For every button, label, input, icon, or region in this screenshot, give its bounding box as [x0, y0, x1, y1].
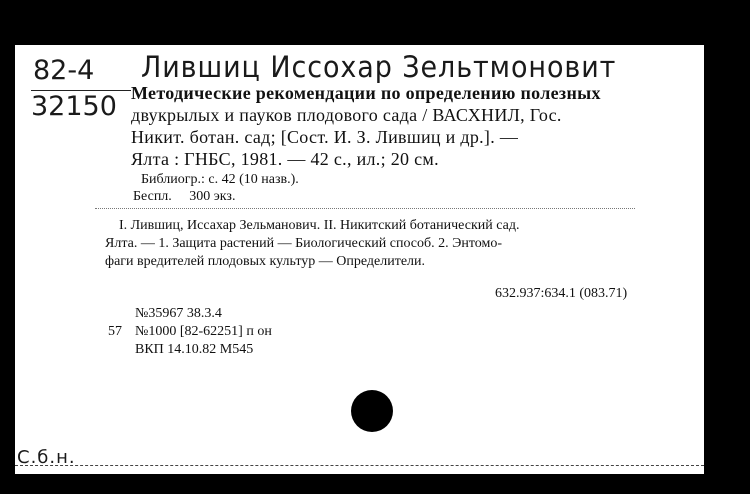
tracing-line-3: фаги вредителей плодовых культур — Определители. [105, 254, 426, 269]
punch-hole [351, 390, 393, 432]
dotted-separator [95, 208, 635, 209]
description-line-4: Ялта : ГНБС, 1981. — 42 с., ил.; 20 см. [131, 149, 439, 169]
registration-line-1: №35967 38.3.4 [135, 306, 222, 321]
catalog-card [15, 45, 704, 474]
handwritten-author: Лившиц Иссохар Зельтмоновит [141, 50, 617, 84]
shelfmark-top: 82-4 [33, 55, 95, 86]
classification-code: 632.937:634.1 (083.71) [495, 286, 628, 301]
tracing-line-2: Ялта. — 1. Защита растений — Биологический способ. 2. Энтомо- [105, 236, 503, 251]
title-line: Методические рекомендации по определению полезных [131, 83, 601, 103]
description-line-3: Никит. ботан. сад; [Сост. И. З. Лившиц и др.]. — [131, 127, 519, 147]
corner-mark: С.б.н. [17, 447, 76, 468]
registration-line-3: ВКП 14.10.82 М545 [135, 342, 254, 357]
price-print-run: Беспл. 300 экз. [133, 189, 236, 204]
tracing-line-1: I. Лившиц, Иссахар Зельманович. II. Никитский ботанический сад. [119, 218, 520, 233]
bibliography-note: Библиогр.: с. 42 (10 назв.). [141, 172, 299, 187]
registration-line-2: №1000 [82-62251] п он [135, 324, 272, 339]
shelfmark-bottom: 32150 [31, 91, 117, 122]
bottom-border [15, 465, 704, 466]
description-line-2: двукрылых и пауков плодового сада / ВАСХНИЛ, Гос. [131, 105, 562, 125]
registration-prefix: 57 [108, 324, 122, 339]
